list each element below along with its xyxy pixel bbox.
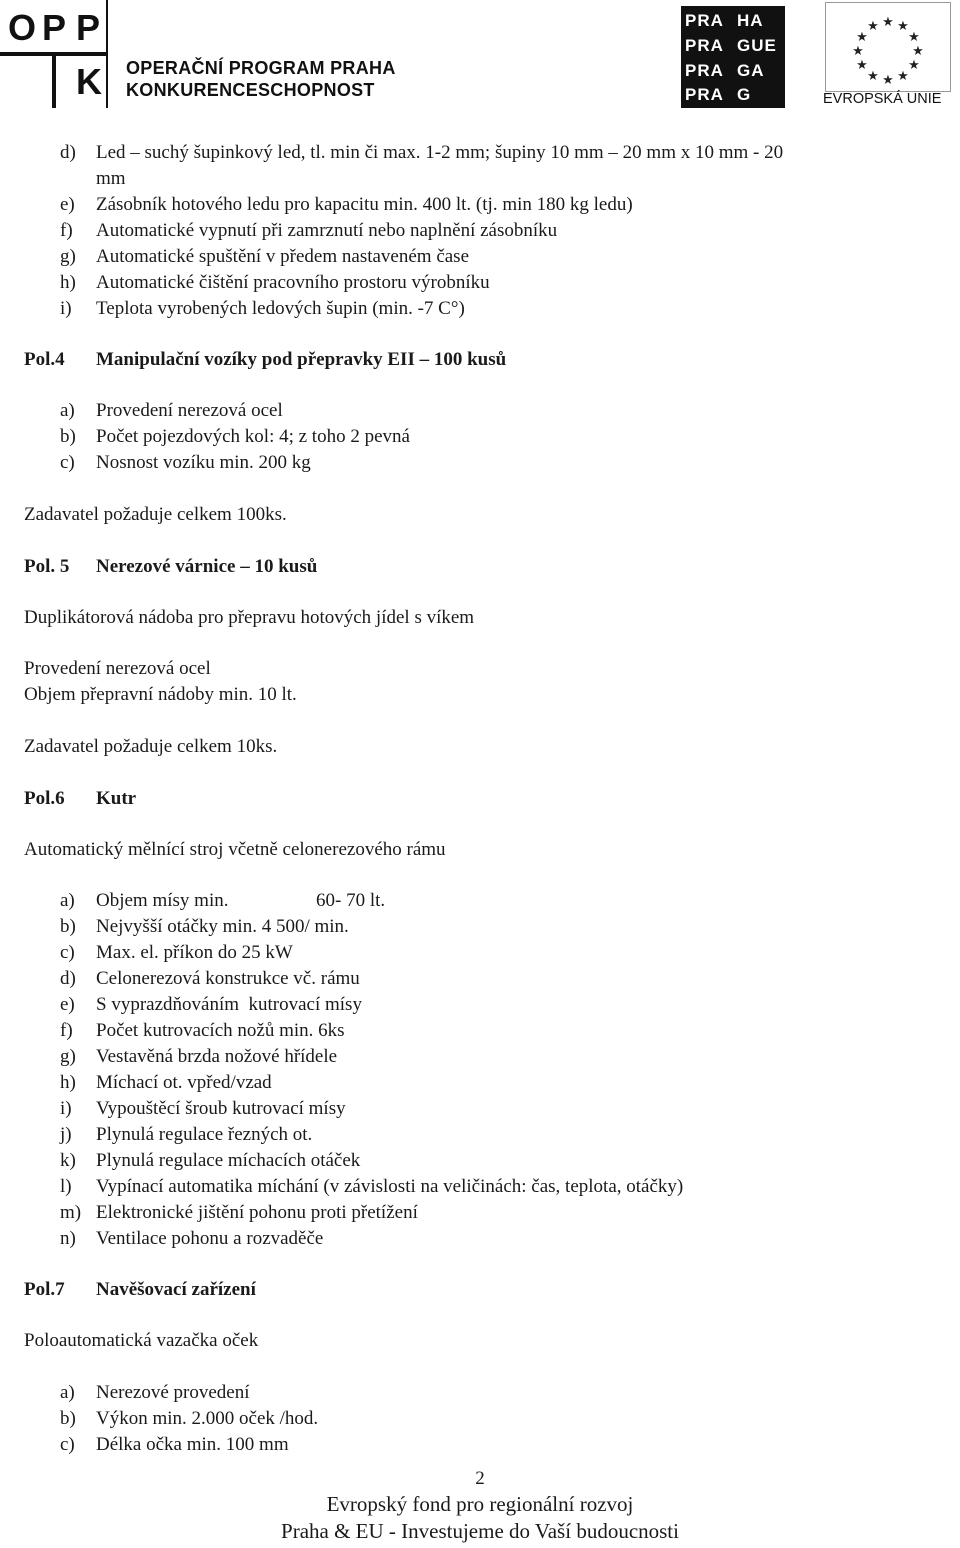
praha-cell-4b: G: [737, 85, 752, 104]
item-label: a): [60, 890, 75, 911]
opp-logo: [0, 0, 108, 108]
praha-cell-2b: GUE: [737, 36, 777, 55]
item-text: Míchací ot. vpřed/vzad: [96, 1072, 272, 1093]
item-label: b): [60, 426, 76, 447]
item-text: Automatické spuštění v předem nastaveném čase: [96, 246, 470, 267]
item-label: m): [60, 1202, 82, 1223]
pol5-line1: Provedení nerezová ocel: [24, 658, 211, 679]
item-label: d): [60, 142, 76, 163]
item-label: c): [60, 942, 75, 963]
pol5-line2: Objem přepravní nádoby min. 10 lt.: [24, 684, 297, 705]
item-text: Automatické čištění pracovního prostoru výrobníku: [96, 272, 490, 293]
item-label: e): [60, 194, 75, 215]
item-text: Automatické vypnutí při zamrznutí nebo naplnění zásobníku: [96, 220, 558, 241]
item-text: Led – suchý šupinkový led, tl. min či max. 1-2 mm; šupiny 10 mm – 20 mm x 10 mm - 20: [96, 142, 784, 163]
pol5-title: Nerezové várnice – 10 kusů: [96, 556, 318, 577]
svg-text:★: ★: [867, 19, 879, 34]
item-label: b): [60, 1408, 76, 1429]
svg-text:★: ★: [912, 44, 924, 59]
item-label: a): [60, 400, 75, 421]
item-text: Zásobník hotového ledu pro kapacitu min. 400 lt. (tj. min 180 kg ledu): [96, 194, 633, 215]
item-text: Provedení nerezová ocel: [96, 400, 283, 421]
item-text: Nerezové provedení: [96, 1382, 250, 1403]
item-label: c): [60, 452, 75, 473]
item-text: S vyprazdňováním kutrovací mísy: [96, 994, 362, 1015]
program-name-line2: KONKURENCESCHOPNOST: [126, 80, 375, 100]
item-text: Plynulá regulace míchacích otáček: [96, 1150, 361, 1171]
pol4-requirement: Zadavatel požaduje celkem 100ks.: [24, 504, 287, 525]
item-label: d): [60, 968, 76, 989]
praha-cell-1b: HA: [737, 11, 764, 30]
svg-text:★: ★: [908, 58, 920, 73]
item-value: 60- 70 lt.: [316, 890, 386, 911]
item-label: f): [60, 1020, 73, 1041]
pol4-title: Manipulační vozíky pod přepravky EII – 100 kusů: [96, 349, 507, 370]
pol6-label: Pol.6: [24, 788, 65, 809]
page-number: 2: [475, 1468, 485, 1489]
praha-cell-2a: PRA: [685, 36, 724, 55]
item-label: g): [60, 1046, 76, 1067]
opp-letter-o: O: [8, 7, 37, 48]
svg-text:★: ★: [867, 69, 879, 84]
eu-caption: EVROPSKÁ UNIE: [823, 91, 942, 107]
item-text: Ventilace pohonu a rozvaděče: [96, 1228, 324, 1249]
item-text: Počet kutrovacích nožů min. 6ks: [96, 1020, 345, 1041]
item-label: a): [60, 1382, 75, 1403]
praha-cell-3a: PRA: [685, 61, 724, 80]
program-name-line1: OPERAČNÍ PROGRAM PRAHA: [126, 58, 396, 78]
item-text: Celonerezová konstrukce vč. rámu: [96, 968, 360, 989]
item-text: Vypínací automatika míchání (v závislosti na veličinách: čas, teplota, otáčky): [96, 1176, 684, 1197]
item-label: e): [60, 994, 75, 1015]
svg-text:★: ★: [852, 44, 864, 59]
item-label: g): [60, 246, 76, 267]
item-text: Nejvyšší otáčky min. 4 500/ min.: [96, 916, 349, 937]
pol7-description: Poloautomatická vazačka oček: [24, 1330, 259, 1351]
praha-cell-1a: PRA: [685, 11, 724, 30]
item-text: Teplota vyrobených ledových šupin (min. -7 C°): [96, 298, 465, 319]
item-label: c): [60, 1434, 75, 1455]
pol6-description: Automatický mělnící stroj včetně celonerezového rámu: [24, 839, 446, 860]
item-label: j): [60, 1124, 72, 1145]
item-label: l): [60, 1176, 72, 1197]
eu-flag-icon: [825, 2, 951, 92]
item-text: Počet pojezdových kol: 4; z toho 2 pevná: [96, 426, 410, 447]
item-text-cont: mm: [96, 168, 126, 189]
pol5-requirement: Zadavatel požaduje celkem 10ks.: [24, 736, 278, 757]
pol6-title: Kutr: [96, 788, 137, 809]
opp-letter-p1: P: [42, 7, 67, 48]
opp-letter-k: K: [76, 61, 102, 102]
pol7-title: Navěšovací zařízení: [96, 1279, 256, 1300]
pol7-label: Pol.7: [24, 1279, 65, 1300]
footer-line2: Praha & EU - Investujeme do Vaší budoucnosti: [281, 1519, 679, 1543]
item-text: Max. el. příkon do 25 kW: [96, 942, 293, 963]
item-label: i): [60, 298, 72, 319]
item-label: n): [60, 1228, 76, 1249]
pol5-description: Duplikátorová nádoba pro přepravu hotových jídel s víkem: [24, 607, 475, 628]
item-label: h): [60, 272, 76, 293]
item-text: Délka očka min. 100 mm: [96, 1434, 289, 1455]
item-label: h): [60, 1072, 76, 1093]
svg-text:★: ★: [908, 30, 920, 45]
pol4-label: Pol.4: [24, 349, 65, 370]
item-text: Plynulá regulace řezných ot.: [96, 1124, 313, 1145]
item-text: Výkon min. 2.000 oček /hod.: [96, 1408, 319, 1429]
item-label: f): [60, 220, 73, 241]
praha-logo: [681, 6, 785, 108]
opp-letter-p2: P: [76, 7, 101, 48]
pol5-label: Pol. 5: [24, 556, 70, 577]
praha-cell-4a: PRA: [685, 85, 724, 104]
svg-text:★: ★: [882, 73, 894, 88]
svg-text:★: ★: [882, 15, 894, 30]
svg-text:★: ★: [897, 19, 909, 34]
item-label: i): [60, 1098, 72, 1119]
item-text: Vypouštěcí šroub kutrovací mísy: [96, 1098, 346, 1119]
item-text: Objem mísy min.: [96, 890, 229, 911]
item-label: b): [60, 916, 76, 937]
item-label: k): [60, 1150, 76, 1171]
svg-text:★: ★: [856, 58, 868, 73]
svg-text:★: ★: [897, 69, 909, 84]
footer-line1: Evropský fond pro regionální rozvoj: [326, 1492, 634, 1516]
item-text: Vestavěná brzda nožové hřídele: [96, 1046, 338, 1067]
item-text: Nosnost vozíku min. 200 kg: [96, 452, 311, 473]
item-text: Elektronické jištění pohonu proti přetížení: [96, 1202, 418, 1223]
praha-cell-3b: GA: [737, 61, 765, 80]
svg-text:★: ★: [856, 30, 868, 45]
